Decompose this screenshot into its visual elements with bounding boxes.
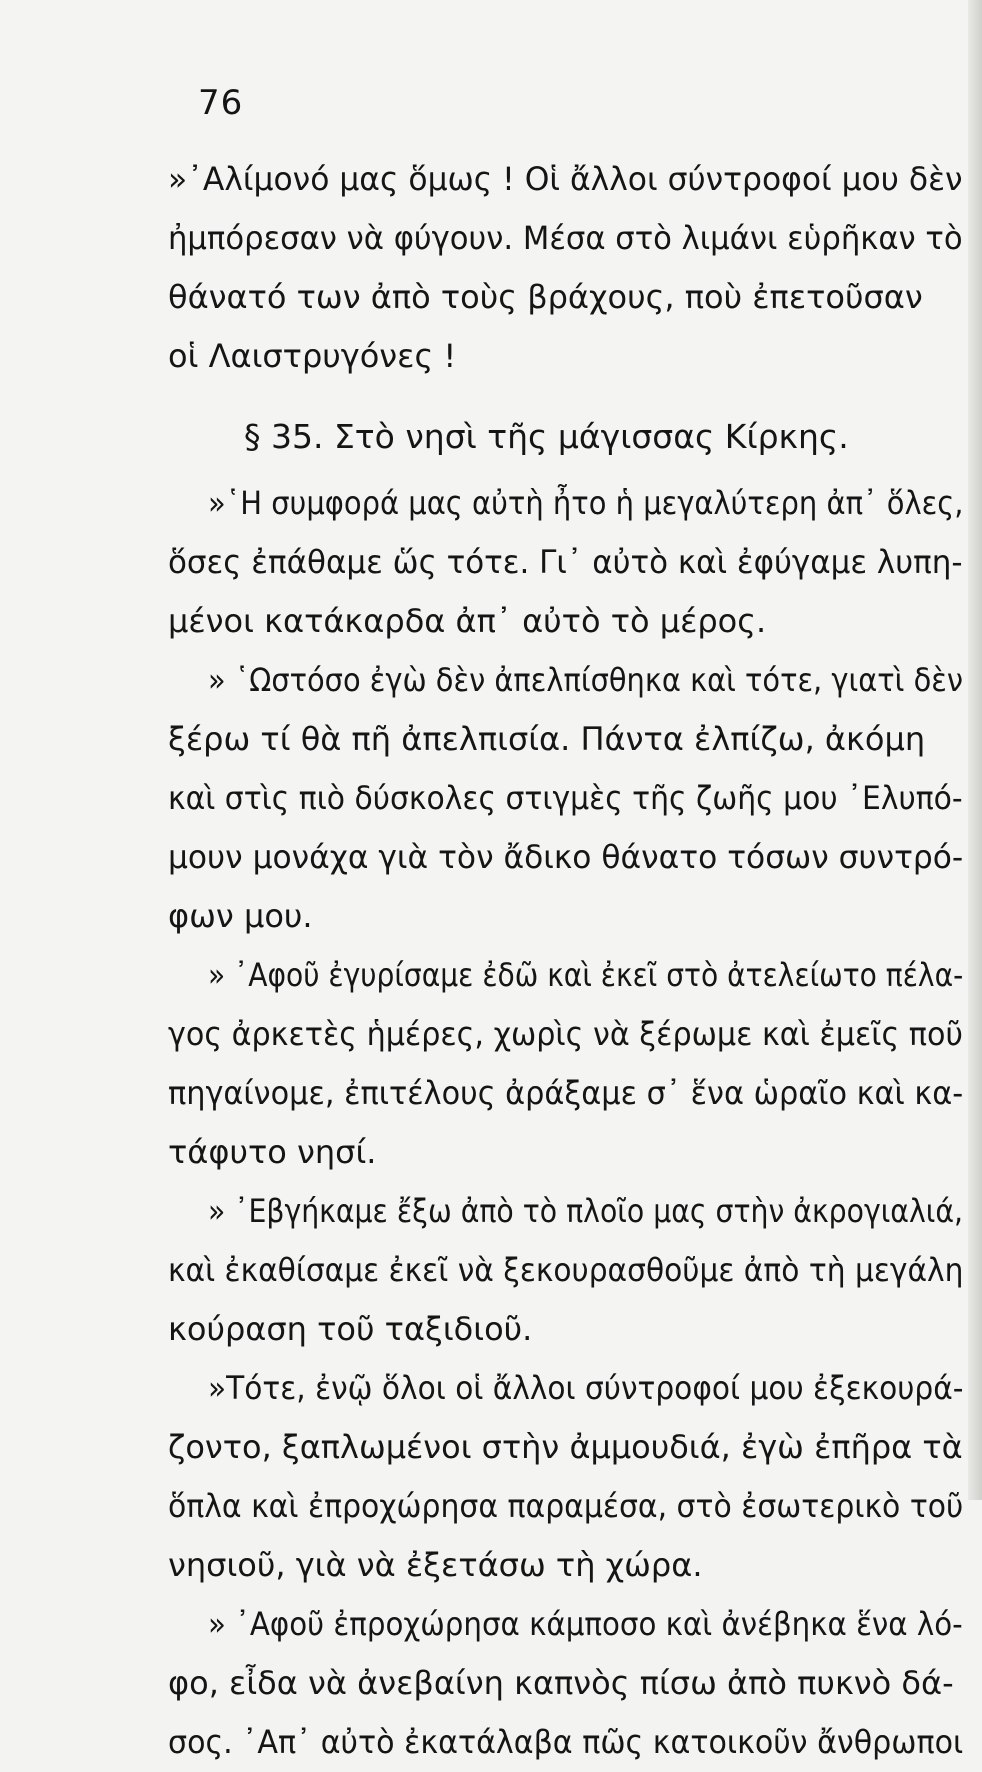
- text-line: ὅπλα καὶ ἐπροχώρησα παραμέσα, στὸ ἐσωτερικὸ τοῦ: [168, 1487, 964, 1525]
- text-line: ζοντο, ξαπλωμένοι στὴν ἀμμουδιά, ἐγὼ ἐπῆρα τὰ: [168, 1428, 963, 1466]
- section-heading: § 35. Στὸ νησὶ τῆς μάγισσας Κίρκης.: [244, 417, 849, 456]
- text-line: σος. ᾿Απ᾿ αὐτὸ ἐκατάλαβα πῶς κατοικοῦν ἄνθρωποι: [168, 1723, 964, 1761]
- text-line: » ᾿Αφοῦ ἐγυρίσαμε ἐδῶ καὶ ἐκεῖ στὸ ἀτελείωτο πέλα-: [208, 956, 964, 994]
- text-line: μένοι κατάκαρδα ἀπ᾿ αὐτὸ τὸ μέρος.: [168, 602, 767, 640]
- text-line: ξέρω τί θὰ πῆ ἀπελπισία. Πάντα ἐλπίζω, ἀκόμη: [168, 720, 926, 758]
- text-line: » ᾿Αφοῦ ἐπροχώρησα κάμποσο καὶ ἀνέβηκα ἕνα λό-: [208, 1605, 963, 1643]
- text-line: καὶ στὶς πιὸ δύσκολες στιγμὲς τῆς ζωῆς μου ᾿Ελυπό-: [168, 779, 963, 817]
- text-line: γος ἀρκετὲς ἡμέρες, χωρὶς νὰ ξέρωμε καὶ ἐμεῖς ποῦ: [168, 1015, 963, 1053]
- text-line: τάφυτο νησί.: [168, 1133, 377, 1171]
- text-line: ὅσες ἐπάθαμε ὥς τότε. Γι᾿ αὐτὸ καὶ ἐφύγαμε λυπη-: [168, 543, 963, 581]
- text-line: νησιοῦ, γιὰ νὰ ἐξετάσω τὴ χώρα.: [168, 1546, 703, 1584]
- page-edge-shadow: [968, 0, 982, 1500]
- text-line: φων μου.: [168, 897, 313, 935]
- text-line: φο, εἶδα νὰ ἀνεβαίνη καπνὸς πίσω ἀπὸ πυκνὸ δά-: [168, 1664, 954, 1702]
- body-text: [168, 150, 963, 1772]
- text-line: »Τότε, ἐνῷ ὅλοι οἱ ἄλλοι σύντροφοί μου ἐξεκουρά-: [208, 1369, 964, 1407]
- text-line: »᾿Αλίμονό μας ὅμως ! Οἱ ἄλλοι σύντροφοί μου δὲν: [168, 160, 963, 198]
- text-line: μουν μονάχα γιὰ τὸν ἄδικο θάνατο τόσων συντρό-: [168, 838, 964, 876]
- text-line: »῾Η συμφορά μας αὐτὴ ἦτο ἡ μεγαλύτερη ἀπ᾿ ὅλες,: [208, 484, 964, 522]
- text-line: κούραση τοῦ ταξιδιοῦ.: [168, 1310, 533, 1348]
- text-line: πηγαίνομε, ἐπιτέλους ἀράξαμε σ᾿ ἕνα ὡραῖο καὶ κα-: [168, 1074, 964, 1112]
- page-number: 76: [198, 83, 244, 123]
- text-line: ἠμπόρεσαν νὰ φύγουν. Μέσα στὸ λιμάνι εὑρῆκαν τὸ: [168, 219, 963, 257]
- text-line: » ῾Ωστόσο ἐγὼ δὲν ἀπελπίσθηκα καὶ τότε, γιατὶ δὲν: [208, 661, 963, 699]
- text-line: θάνατό των ἀπὸ τοὺς βράχους, ποὺ ἐπετοῦσαν: [168, 278, 923, 316]
- text-line: » ᾿Εβγήκαμε ἔξω ἀπὸ τὸ πλοῖο μας στὴν ἀκρογιαλιά,: [208, 1192, 963, 1230]
- text-line: οἱ Λαιστρυγόνες !: [168, 337, 457, 375]
- text-line: καὶ ἐκαθίσαμε ἐκεῖ νὰ ξεκουρασθοῦμε ἀπὸ τὴ μεγάλη: [168, 1251, 964, 1289]
